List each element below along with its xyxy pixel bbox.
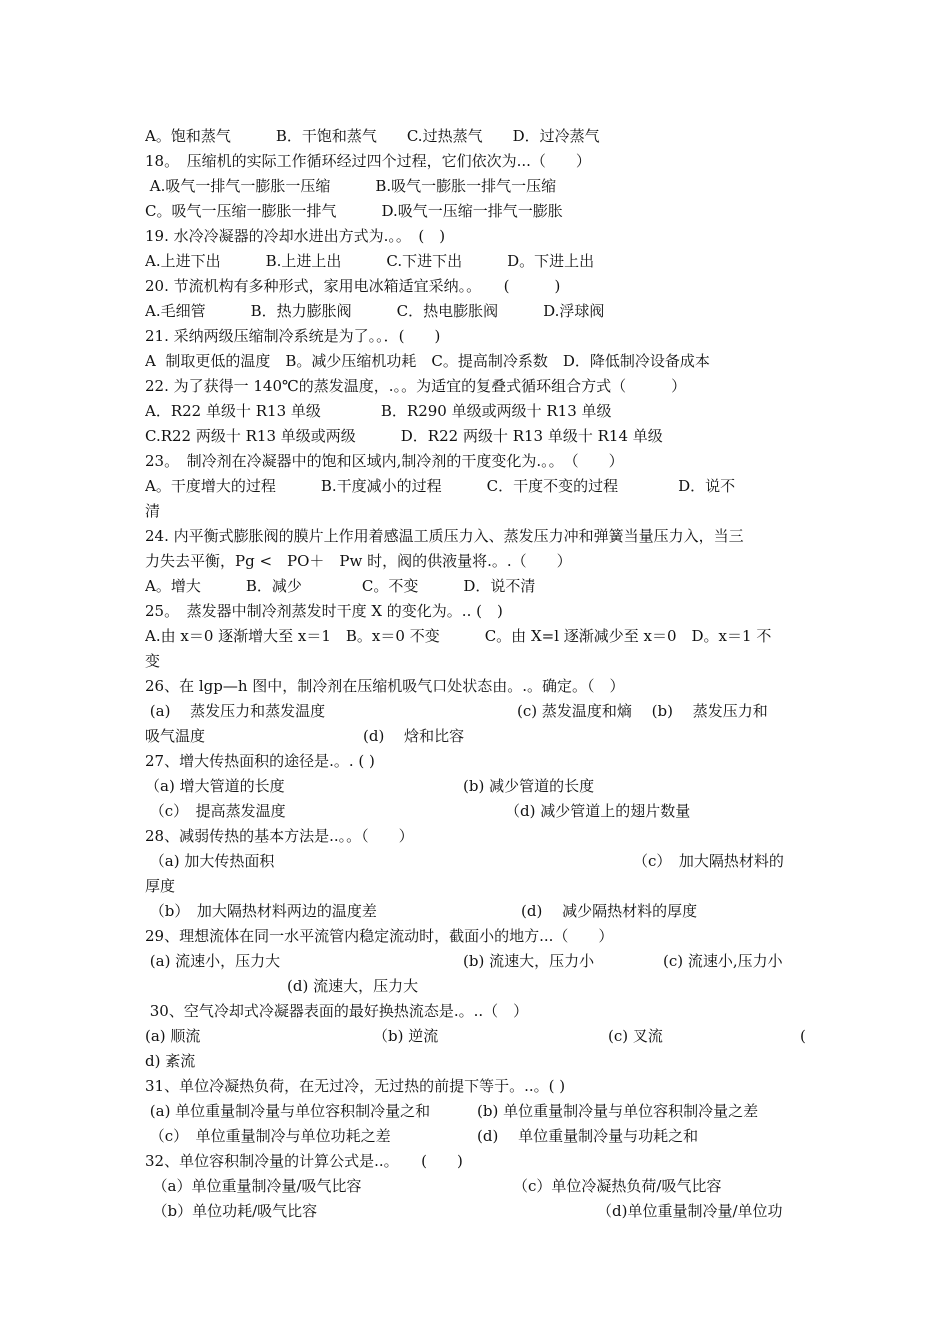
q26-options-row1	[145, 701, 807, 721]
q31-stem: 31、单位冷凝热负荷，在无过冷，无过热的前提下等于。..。( )	[145, 1077, 566, 1095]
q30-option-d: d) 紊流	[145, 1052, 196, 1070]
q26-options-row2	[145, 726, 807, 746]
q32-option-d: （d)单位重量制冷量/单位功	[597, 1202, 783, 1220]
q28-options-row1	[145, 851, 807, 871]
q29-option-a: (a) 流速小，压力大	[145, 952, 281, 970]
q26-option-a: (a) 蒸发压力和蒸发温度	[145, 702, 326, 720]
q17-options: A。饱和蒸气 B．干饱和蒸气 C.过热蒸气 D．过冷蒸气	[145, 127, 600, 145]
q22-options-cd: C.R22 两级十 R13 单级或两级 D．R22 两级十 R13 单级十 R14 单级	[145, 427, 663, 445]
q32-option-c: （c）单位冷凝热负荷/吸气比容	[513, 1177, 722, 1195]
q32-options-row1	[145, 1176, 807, 1196]
q28-options-row2	[145, 901, 807, 921]
q25-stem: 25。 蒸发器中制冷剂蒸发时干度 X 的变化为。.. ( )	[145, 602, 503, 620]
q26-option-b-cont: 吸气温度	[145, 727, 206, 745]
q22-options-ab: A．R22 单级十 R13 单级 B．R290 单级或两级十 R13 单级	[145, 402, 612, 420]
q27-option-c: （c） 提高蒸发温度	[145, 802, 286, 820]
q29-stem: 29、理想流体在同一水平流管内稳定流动时，截面小的地方...（ ）	[145, 927, 614, 945]
q27-option-b: (b) 减少管道的长度	[463, 777, 595, 795]
q24-options: A。增大 B．减少 C。不变 D．说不清	[145, 577, 536, 595]
q31-options-row2	[145, 1126, 807, 1146]
q27-options-row1	[145, 776, 807, 796]
q26-stem: 26、在 lgp—h 图中，制冷剂在压缩机吸气口处状态由。.。确定。（ ）	[145, 677, 625, 695]
q24-stem: 24. 内平衡式膨胀阀的膜片上作用着感温工质压力入、蒸发压力冲和弹簧当量压力入，当三	[145, 527, 744, 545]
q31-option-d: (d) 单位重量制冷量与功耗之和	[477, 1127, 699, 1145]
q27-options-row2	[145, 801, 807, 821]
q30-option-b: （b) 逆流	[373, 1027, 439, 1045]
q30-stem: 30、空气冷却式冷凝器表面的最好换热流态是.。..（ ）	[145, 1002, 529, 1020]
q18-options-ab: A.吸气一排气一膨胀一压缩 B.吸气一膨胀一排气一压缩	[145, 177, 557, 195]
q26-option-d: (d) 焓和比容	[363, 727, 465, 745]
q32-stem: 32、单位容积制冷量的计算公式是..。 ( )	[145, 1152, 463, 1170]
q20-stem: 20. 节流机构有多种形式，家用电冰箱适宜采纳。。 ( )	[145, 277, 561, 295]
q29-options-row2	[145, 976, 807, 996]
q23-options: A。干度增大的过程 B.干度减小的过程 C．干度不变的过程 D．说不	[145, 477, 736, 495]
q30-option-d-start: (	[800, 1027, 806, 1045]
q27-stem: 27、增大传热面积的途径是.。. ( )	[145, 752, 375, 770]
q30-options-row1	[145, 1026, 807, 1046]
q21-stem: 21. 采纳两级压缩制冷系统是为了。。．( )	[145, 327, 441, 345]
q24-stem-cont: 力失去平衡，Pg < PO＋ Pw 时，阀的供液量将.。.（ ）	[145, 552, 572, 570]
q18-options-cd: C。吸气一压缩一膨胀一排气 D.吸气一压缩一排气一膨胀	[145, 202, 563, 220]
q27-option-d: （d) 减少管道上的翅片数量	[505, 802, 691, 820]
q32-option-b: （b）单位功耗/吸气比容	[145, 1202, 318, 1220]
q22-stem: 22. 为了获得一 140℃的蒸发温度，.。。为适宜的复叠式循环组合方式（ ）	[145, 377, 687, 395]
q31-option-b: (b) 单位重量制冷量与单位容积制冷量之差	[477, 1102, 759, 1120]
q31-option-c: （c） 单位重量制冷与单位功耗之差	[145, 1127, 391, 1145]
q26-option-c-b: (c) 蒸发温度和熵 (b) 蒸发压力和	[517, 702, 768, 720]
q29-option-d: (d) 流速大，压力大	[287, 977, 419, 995]
q21-options: A 制取更低的温度 B。减少压缩机功耗 C。提高制冷系数 D．降低制冷设备成本	[145, 352, 710, 370]
q28-option-c: （c） 加大隔热材料的	[633, 852, 784, 870]
q32-option-a: （a）单位重量制冷量/吸气比容	[145, 1177, 362, 1195]
q28-option-c-cont: 厚度	[145, 877, 176, 895]
q19-options: A.上进下出 B.上进上出 C.下进下出 D。下进上出	[145, 252, 595, 270]
q30-option-a: (a) 顺流	[145, 1027, 201, 1045]
q18-stem: 18。 压缩机的实际工作循环经过四个过程，它们依次为...（ ）	[145, 152, 591, 170]
q27-option-a: （a) 增大管道的长度	[145, 777, 285, 795]
q25-options-cont: 变	[145, 652, 161, 670]
q28-stem: 28、减弱传热的基本方法是..。。（ ）	[145, 827, 414, 845]
q28-option-a: （a) 加大传热面积	[145, 852, 275, 870]
q19-stem: 19. 水冷冷凝器的冷却水进出方式为.。。 ( )	[145, 227, 446, 245]
q31-option-a: (a) 单位重量制冷量与单位容积制冷量之和	[145, 1102, 431, 1120]
q31-options-row1	[145, 1101, 807, 1121]
q32-options-row2	[145, 1201, 807, 1221]
q29-option-b: (b) 流速大，压力小	[463, 952, 595, 970]
q25-options: A.由 x＝0 逐渐增大至 x＝1 B。x＝0 不变 C。由 X=l 逐渐减少至 x＝0 D。x＝1 不	[145, 627, 772, 645]
q23-options-cont: 清	[145, 502, 161, 520]
q28-option-d: (d) 减少隔热材料的厚度	[521, 902, 698, 920]
q30-option-c: (c) 叉流	[608, 1027, 663, 1045]
q28-option-b: （b） 加大隔热材料两边的温度差	[145, 902, 377, 920]
q29-option-c: (c) 流速小,压力小	[663, 952, 783, 970]
q29-options-row1	[145, 951, 807, 971]
q20-options: A.毛细管 B．热力膨胀阀 C．热电膨胀阀 D.浮球阀	[145, 302, 605, 320]
q23-stem: 23。 制冷剂在冷凝器中的饱和区域内,制冷剂的干度变化为.。。 （ ）	[145, 452, 624, 470]
